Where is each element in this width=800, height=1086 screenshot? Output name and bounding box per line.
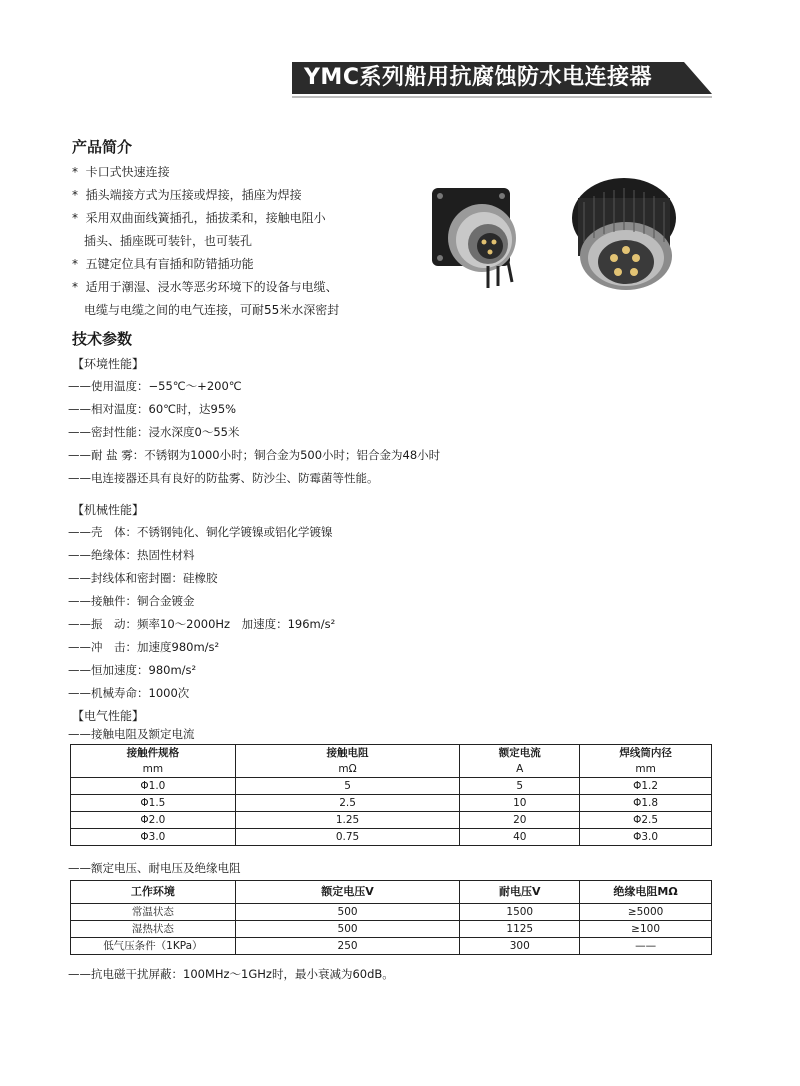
table-cell: 5 bbox=[460, 778, 580, 795]
table1-caption: ——接触电阻及额定电流 bbox=[68, 727, 195, 741]
mech-line: ——壳 体：不锈钢钝化、铜化学镀镍或铝化学镀镍 bbox=[68, 525, 333, 539]
table-cell: —— bbox=[580, 938, 712, 955]
env-section-title: 【环境性能】 bbox=[72, 357, 145, 371]
table-cell: 5 bbox=[235, 778, 460, 795]
table-row bbox=[71, 904, 712, 921]
intro-bullet: * 五键定位具有盲插和防错插功能 bbox=[72, 257, 254, 271]
intro-bullet: * 采用双曲面线簧插孔，插拔柔和，接触电阻小 bbox=[72, 211, 326, 225]
env-line: ——使用温度：−55℃～+200℃ bbox=[68, 379, 242, 393]
table-header-cell: 绝缘电阻MΩ bbox=[580, 881, 712, 904]
table-header-cell: 耐电压V bbox=[460, 881, 580, 904]
table-row bbox=[71, 812, 712, 829]
table-cell: 500 bbox=[235, 921, 460, 938]
plug-image bbox=[572, 178, 676, 290]
table-cell: 低气压条件（1KPa） bbox=[71, 938, 236, 955]
table-cell: Φ2.0 bbox=[71, 812, 236, 829]
table-row bbox=[71, 778, 712, 795]
table-cell: 1500 bbox=[460, 904, 580, 921]
table-cell: 常温状态 bbox=[71, 904, 236, 921]
table-header-cell: 工作环境 bbox=[71, 881, 236, 904]
connector-photo bbox=[418, 158, 714, 308]
mech-line: ——机械寿命：1000次 bbox=[68, 686, 190, 700]
table-header-row bbox=[71, 745, 712, 778]
intro-heading: 产品简介 bbox=[72, 138, 133, 156]
page-title: YMC系列船用抗腐蚀防水电连接器 bbox=[304, 65, 652, 90]
voltage-insulation-table bbox=[70, 880, 712, 955]
mech-line: ——恒加速度：980m/s² bbox=[68, 663, 197, 677]
table-cell: ≥5000 bbox=[580, 904, 712, 921]
table-header-cell: 接触电阻 mΩ bbox=[235, 745, 460, 778]
table-cell: 20 bbox=[460, 812, 580, 829]
mech-line: ——冲 击：加速度980m/s² bbox=[68, 640, 220, 654]
mech-line: ——绝缘体：热固性材料 bbox=[68, 548, 195, 562]
table-cell: Φ1.8 bbox=[580, 795, 712, 812]
table-header-row bbox=[71, 881, 712, 904]
table-cell: 300 bbox=[460, 938, 580, 955]
intro-bullet: * 适用于潮湿、浸水等恶劣环境下的设备与电缆、 bbox=[72, 280, 338, 294]
env-line: ——电连接器还具有良好的防盐雾、防沙尘、防霉菌等性能。 bbox=[68, 471, 379, 485]
receptacle-image bbox=[432, 188, 516, 288]
table-cell: 2.5 bbox=[235, 795, 460, 812]
contact-resistance-table bbox=[70, 744, 712, 846]
env-line: ——耐 盐 雾：不锈钢为1000小时；铜合金为500小时；铝合金为48小时 bbox=[68, 448, 441, 462]
table-row bbox=[71, 938, 712, 955]
elec-section-title: 【电气性能】 bbox=[72, 709, 145, 723]
table-cell: 0.75 bbox=[235, 829, 460, 846]
table-cell: Φ3.0 bbox=[580, 829, 712, 846]
table-cell: 1125 bbox=[460, 921, 580, 938]
table-cell: 10 bbox=[460, 795, 580, 812]
intro-bullet: * 卡口式快速连接 bbox=[72, 165, 170, 179]
mech-line: ——振 动：频率10～2000Hz 加速度：196m/s² bbox=[68, 617, 336, 631]
mech-section-title: 【机械性能】 bbox=[72, 503, 145, 517]
table-cell: Φ3.0 bbox=[71, 829, 236, 846]
table-cell: 40 bbox=[460, 829, 580, 846]
intro-bullet: * 插头端接方式为压接或焊接，插座为焊接 bbox=[72, 188, 302, 202]
title-underline bbox=[292, 96, 712, 98]
table-cell: ≥100 bbox=[580, 921, 712, 938]
intro-bullet-continuation: 电缆与电缆之间的电气连接，可耐55米水深密封 bbox=[84, 303, 340, 317]
table-cell: 500 bbox=[235, 904, 460, 921]
table-header-cell: 额定电压V bbox=[235, 881, 460, 904]
env-line: ——相对温度：60℃时，达95% bbox=[68, 402, 237, 416]
table-cell: Φ1.5 bbox=[71, 795, 236, 812]
table2-caption: ——额定电压、耐电压及绝缘电阻 bbox=[68, 861, 241, 875]
table-cell: 1.25 bbox=[235, 812, 460, 829]
table-cell: Φ1.2 bbox=[580, 778, 712, 795]
table-row bbox=[71, 829, 712, 846]
table-cell: Φ1.0 bbox=[71, 778, 236, 795]
table-row bbox=[71, 921, 712, 938]
env-line: ——密封性能：浸水深度0～55米 bbox=[68, 425, 240, 439]
table-header-cell: 焊线筒内径 mm bbox=[580, 745, 712, 778]
intro-bullet-continuation: 插头、插座既可装针，也可装孔 bbox=[84, 234, 253, 248]
mech-line: ——接触件：铜合金镀金 bbox=[68, 594, 195, 608]
table-cell: Φ2.5 bbox=[580, 812, 712, 829]
table-cell: 250 bbox=[235, 938, 460, 955]
tech-heading: 技术参数 bbox=[72, 330, 133, 348]
table-row bbox=[71, 795, 712, 812]
table-header-cell: 接触件规格 mm bbox=[71, 745, 236, 778]
emi-shielding-note: ——抗电磁干扰屏蔽：100MHz～1GHz时，最小衰减为60dB。 bbox=[68, 967, 394, 981]
table-header-cell: 额定电流 A bbox=[460, 745, 580, 778]
mech-line: ——封线体和密封圈：硅橡胶 bbox=[68, 571, 218, 585]
table-cell: 湿热状态 bbox=[71, 921, 236, 938]
